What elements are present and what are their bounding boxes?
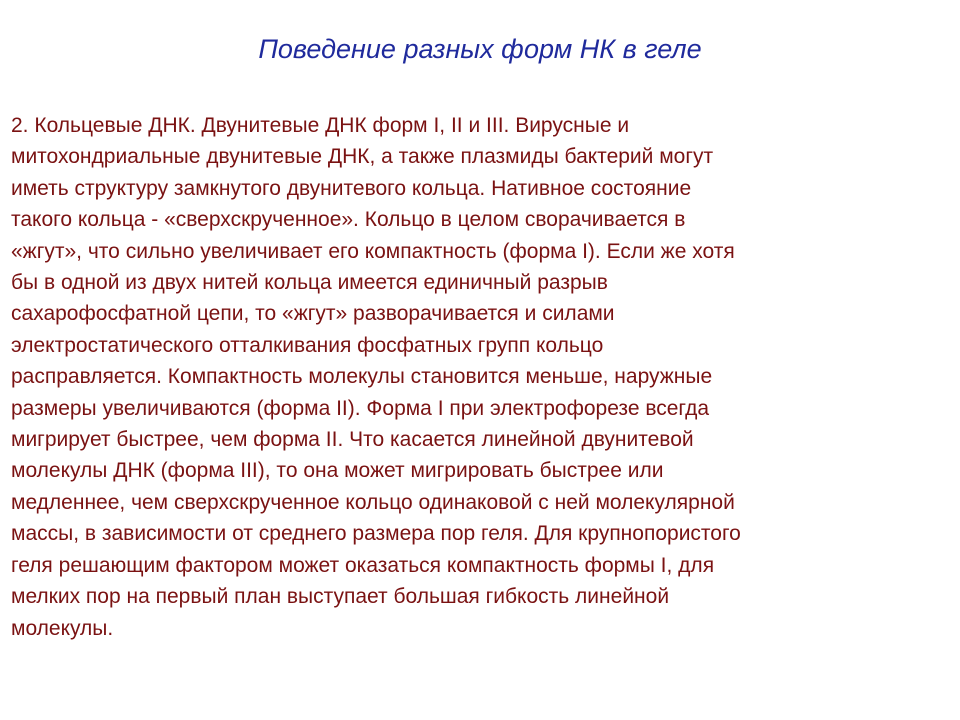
body-line-11: мигрирует быстрее, чем форма II. Что касается линейной двунитевой <box>11 428 694 452</box>
body-line-13: медленнее, чем сверхскрученное кольцо одинаковой с ней молекулярной <box>11 490 735 514</box>
body-line-17: молекулы. <box>11 616 114 640</box>
body-line-14: массы, в зависимости от среднего размера пор геля. Для крупнопористого <box>11 522 741 546</box>
body-line-5: «жгут», что сильно увеличивает его компактность (форма I). Если же хотя <box>11 239 735 263</box>
slide-title: Поведение разных форм НК в геле <box>258 34 702 64</box>
slide-body-text <box>11 110 956 644</box>
body-line-10: размеры увеличиваются (форма II). Форма I при электрофорезе всегда <box>11 396 710 420</box>
body-line-2: митохондриальные двунитевые ДНК, а также плазмиды бактерий могут <box>11 145 714 169</box>
body-line-7: сахарофосфатной цепи, то «жгут» разворачивается и силами <box>11 302 615 326</box>
body-line-15: геля решающим фактором может оказаться компактность формы I, для <box>11 553 715 577</box>
body-line-1: 2. Кольцевые ДНК. Двунитевые ДНК форм I, II и III. Вирусные и <box>11 114 630 137</box>
body-line-3: иметь структуру замкнутого двунитевого кольца. Нативное состояние <box>11 176 692 200</box>
body-line-8: электростатического отталкивания фосфатных групп кольцо <box>11 333 604 357</box>
body-line-12: молекулы ДНК (форма III), то она может мигрировать быстрее или <box>11 459 664 483</box>
body-line-9: расправляется. Компактность молекулы становится меньше, наружные <box>11 365 713 389</box>
body-line-6: бы в одной из двух нитей кольца имеется единичный разрыв <box>11 271 608 295</box>
body-line-16: мелких пор на первый план выступает большая гибкость линейной <box>11 585 670 609</box>
body-line-4: такого кольца - «сверхскрученное». Кольцо в целом сворачивается в <box>11 208 686 232</box>
